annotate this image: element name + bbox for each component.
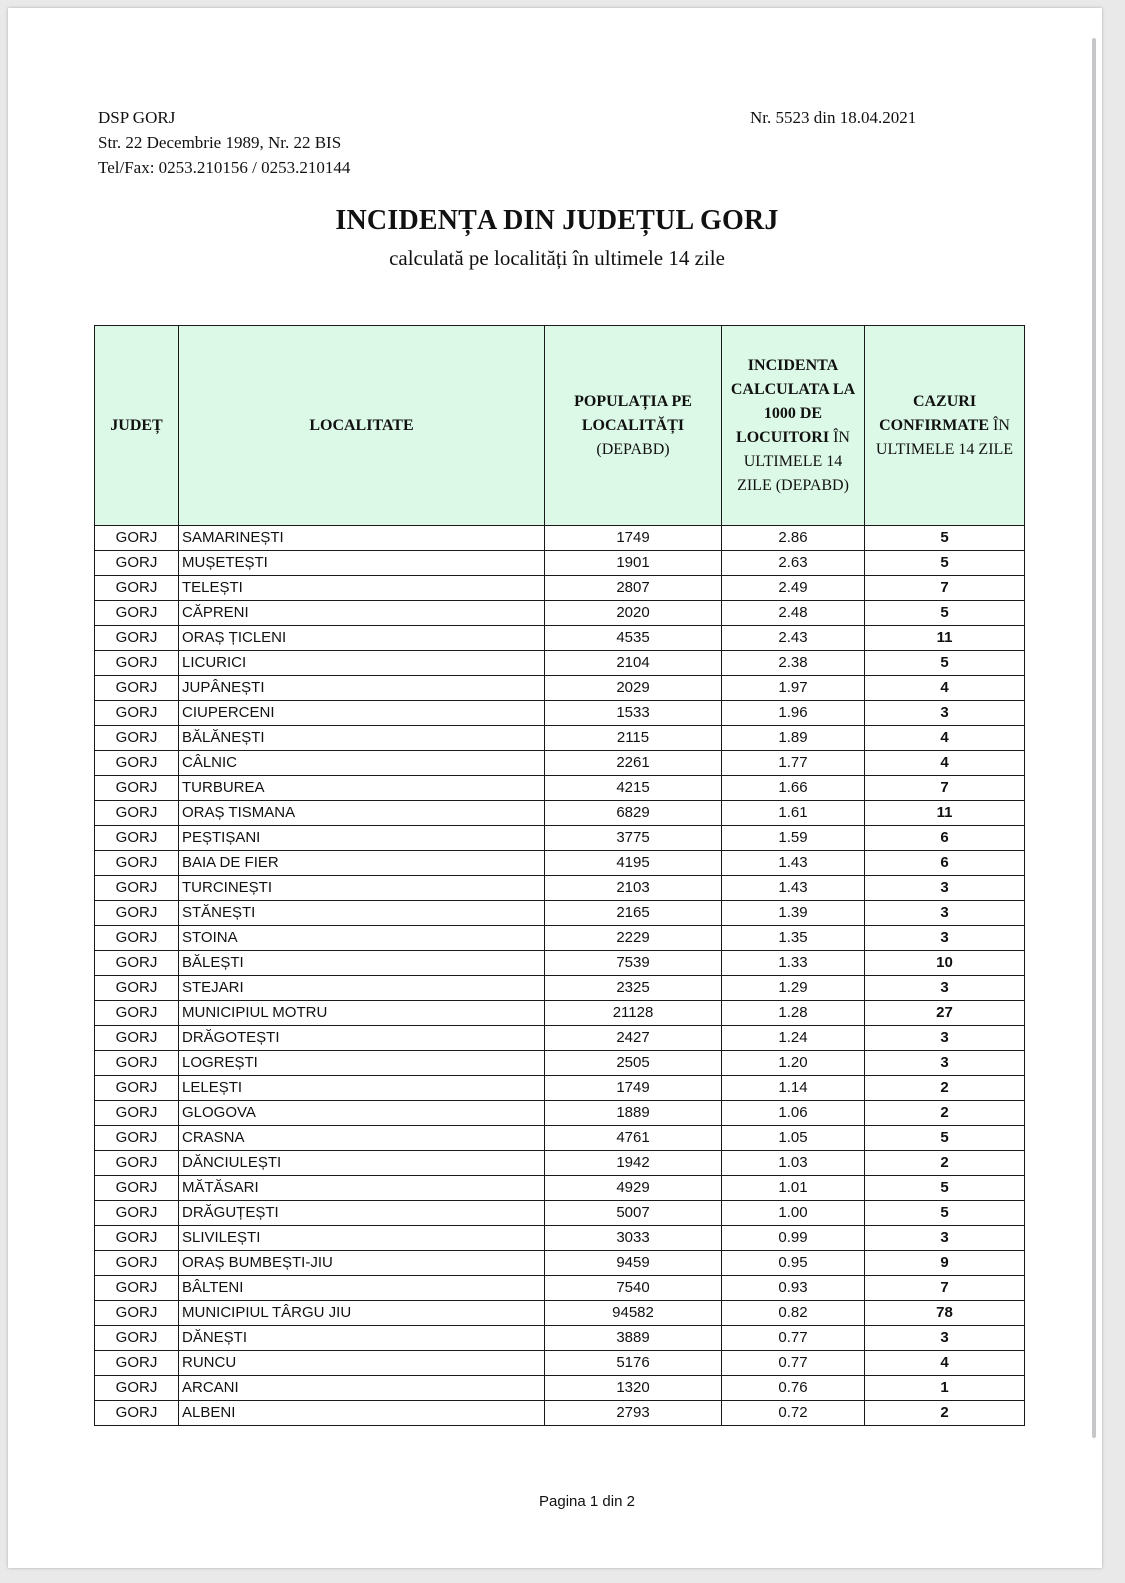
cell-judet: GORJ [95, 776, 179, 801]
cell-judet: GORJ [95, 701, 179, 726]
table-row [95, 951, 1025, 976]
cell-cazuri: 5 [865, 526, 1025, 551]
cell-cazuri: 5 [865, 551, 1025, 576]
cell-cazuri: 3 [865, 976, 1025, 1001]
cell-localitate: DĂNCIULEȘTI [179, 1151, 545, 1176]
cell-localitate: TURCINEȘTI [179, 876, 545, 901]
table-row [95, 1051, 1025, 1076]
column-header-judet: JUDEȚ [95, 326, 179, 526]
cell-populatie: 4929 [545, 1176, 722, 1201]
cell-judet: GORJ [95, 1376, 179, 1401]
table-row [95, 876, 1025, 901]
cell-incidenta: 0.82 [722, 1301, 865, 1326]
cell-cazuri: 9 [865, 1251, 1025, 1276]
table-row [95, 1151, 1025, 1176]
page-number: Pagina 1 din 2 [539, 1493, 635, 1510]
table-row [95, 701, 1025, 726]
cell-cazuri: 5 [865, 1201, 1025, 1226]
cell-localitate: CRASNA [179, 1126, 545, 1151]
cell-populatie: 2505 [545, 1051, 722, 1076]
cell-populatie: 2807 [545, 576, 722, 601]
cell-populatie: 1320 [545, 1376, 722, 1401]
document-reference: Nr. 5523 din 18.04.2021 [750, 108, 917, 127]
cell-judet: GORJ [95, 1301, 179, 1326]
cell-judet: GORJ [95, 976, 179, 1001]
cell-incidenta: 1.28 [722, 1001, 865, 1026]
cell-populatie: 6829 [545, 801, 722, 826]
cell-judet: GORJ [95, 651, 179, 676]
cell-judet: GORJ [95, 1326, 179, 1351]
cell-populatie: 2325 [545, 976, 722, 1001]
cell-judet: GORJ [95, 1401, 179, 1426]
cell-cazuri: 5 [865, 1176, 1025, 1201]
cell-populatie: 2793 [545, 1401, 722, 1426]
column-header-incidenta: INCIDENTA CALCULATA LA 1000 DE LOCUITORI ÎN ULTIMELE 14 ZILE (DEPABD) [722, 326, 865, 526]
cell-incidenta: 1.43 [722, 851, 865, 876]
document-title: INCIDENȚA DIN JUDEȚUL GORJ [335, 205, 779, 236]
cell-populatie: 2103 [545, 876, 722, 901]
cell-localitate: DRĂGUȚEȘTI [179, 1201, 545, 1226]
cell-localitate: BÂLTENI [179, 1276, 545, 1301]
cell-cazuri: 1 [865, 1376, 1025, 1401]
cell-localitate: TELEȘTI [179, 576, 545, 601]
cell-localitate: STĂNEȘTI [179, 901, 545, 926]
cell-judet: GORJ [95, 926, 179, 951]
cell-judet: GORJ [95, 751, 179, 776]
cell-localitate: STEJARI [179, 976, 545, 1001]
cell-judet: GORJ [95, 1126, 179, 1151]
cell-incidenta: 1.35 [722, 926, 865, 951]
cell-populatie: 3033 [545, 1226, 722, 1251]
cell-incidenta: 1.14 [722, 1076, 865, 1101]
table-row [95, 1126, 1025, 1151]
incidence-table [94, 325, 1025, 1426]
column-header-localitate: LOCALITATE [179, 326, 545, 526]
cell-judet: GORJ [95, 1101, 179, 1126]
cell-localitate: LICURICI [179, 651, 545, 676]
cell-judet: GORJ [95, 1226, 179, 1251]
cell-localitate: PEȘTIȘANI [179, 826, 545, 851]
cell-populatie: 3889 [545, 1326, 722, 1351]
cell-localitate: DĂNEȘTI [179, 1326, 545, 1351]
table-header-row [95, 326, 1025, 526]
cell-judet: GORJ [95, 951, 179, 976]
cell-judet: GORJ [95, 876, 179, 901]
cell-populatie: 1749 [545, 526, 722, 551]
cell-localitate: BAIA DE FIER [179, 851, 545, 876]
cell-cazuri: 4 [865, 751, 1025, 776]
cell-populatie: 2261 [545, 751, 722, 776]
cell-populatie: 1533 [545, 701, 722, 726]
cell-populatie: 2104 [545, 651, 722, 676]
table-row [95, 801, 1025, 826]
cell-judet: GORJ [95, 1276, 179, 1301]
org-phone: Tel/Fax: 0253.210156 / 0253.210144 [98, 158, 351, 177]
cell-incidenta: 2.43 [722, 626, 865, 651]
cell-populatie: 1889 [545, 1101, 722, 1126]
cell-cazuri: 3 [865, 876, 1025, 901]
table-row [95, 726, 1025, 751]
table-row [95, 651, 1025, 676]
cell-incidenta: 1.29 [722, 976, 865, 1001]
cell-localitate: LOGREȘTI [179, 1051, 545, 1076]
table-row [95, 901, 1025, 926]
table-row [95, 1301, 1025, 1326]
cell-judet: GORJ [95, 1251, 179, 1276]
cell-localitate: MUȘETEȘTI [179, 551, 545, 576]
cell-incidenta: 2.48 [722, 601, 865, 626]
table-row [95, 976, 1025, 1001]
cell-incidenta: 1.96 [722, 701, 865, 726]
cell-cazuri: 3 [865, 1051, 1025, 1076]
cell-judet: GORJ [95, 576, 179, 601]
cell-incidenta: 1.05 [722, 1126, 865, 1151]
cell-localitate: MUNICIPIUL MOTRU [179, 1001, 545, 1026]
cell-localitate: CÂLNIC [179, 751, 545, 776]
cell-localitate: SAMARINEȘTI [179, 526, 545, 551]
cell-localitate: CĂPRENI [179, 601, 545, 626]
cell-judet: GORJ [95, 1051, 179, 1076]
cell-localitate: ORAȘ TISMANA [179, 801, 545, 826]
cell-populatie: 1901 [545, 551, 722, 576]
cell-localitate: BĂLEȘTI [179, 951, 545, 976]
table-row [95, 1401, 1025, 1426]
table-row [95, 551, 1025, 576]
cell-cazuri: 3 [865, 701, 1025, 726]
table-row [95, 1201, 1025, 1226]
cell-judet: GORJ [95, 1001, 179, 1026]
cell-cazuri: 5 [865, 1126, 1025, 1151]
cell-cazuri: 27 [865, 1001, 1025, 1026]
cell-localitate: STOINA [179, 926, 545, 951]
table-row [95, 1076, 1025, 1101]
cell-incidenta: 1.39 [722, 901, 865, 926]
table-row [95, 1226, 1025, 1251]
cell-cazuri: 4 [865, 726, 1025, 751]
cell-cazuri: 3 [865, 901, 1025, 926]
cell-cazuri: 2 [865, 1101, 1025, 1126]
sender-block [98, 105, 350, 180]
cell-judet: GORJ [95, 526, 179, 551]
cell-incidenta: 0.77 [722, 1326, 865, 1351]
cell-cazuri: 7 [865, 576, 1025, 601]
cell-incidenta: 0.76 [722, 1376, 865, 1401]
cell-cazuri: 3 [865, 1226, 1025, 1251]
cell-populatie: 3775 [545, 826, 722, 851]
table-row [95, 826, 1025, 851]
cell-incidenta: 0.77 [722, 1351, 865, 1376]
table-row [95, 1376, 1025, 1401]
table-row [95, 1276, 1025, 1301]
cell-populatie: 7539 [545, 951, 722, 976]
cell-judet: GORJ [95, 901, 179, 926]
org-address: Str. 22 Decembrie 1989, Nr. 22 BIS [98, 133, 342, 152]
cell-localitate: DRĂGOTEȘTI [179, 1026, 545, 1051]
cell-populatie: 5176 [545, 1351, 722, 1376]
column-header-populatie: POPULAȚIA PE LOCALITĂȚI (DEPABD) [545, 326, 722, 526]
cell-populatie: 94582 [545, 1301, 722, 1326]
cell-populatie: 4761 [545, 1126, 722, 1151]
cell-incidenta: 2.86 [722, 526, 865, 551]
cell-incidenta: 1.77 [722, 751, 865, 776]
table-row [95, 676, 1025, 701]
cell-localitate: MĂTĂSARI [179, 1176, 545, 1201]
cell-incidenta: 1.43 [722, 876, 865, 901]
cell-populatie: 21128 [545, 1001, 722, 1026]
table-row [95, 526, 1025, 551]
cell-incidenta: 0.72 [722, 1401, 865, 1426]
cell-judet: GORJ [95, 1026, 179, 1051]
table-row [95, 1101, 1025, 1126]
table-row [95, 926, 1025, 951]
cell-cazuri: 4 [865, 1351, 1025, 1376]
cell-localitate: TURBUREA [179, 776, 545, 801]
cell-judet: GORJ [95, 801, 179, 826]
cell-populatie: 2020 [545, 601, 722, 626]
cell-incidenta: 1.03 [722, 1151, 865, 1176]
cell-cazuri: 11 [865, 626, 1025, 651]
cell-cazuri: 5 [865, 651, 1025, 676]
cell-judet: GORJ [95, 1076, 179, 1101]
cell-incidenta: 2.49 [722, 576, 865, 601]
cell-cazuri: 10 [865, 951, 1025, 976]
cell-judet: GORJ [95, 851, 179, 876]
cell-cazuri: 2 [865, 1151, 1025, 1176]
cell-localitate: ALBENI [179, 1401, 545, 1426]
cell-localitate: ARCANI [179, 1376, 545, 1401]
cell-populatie: 7540 [545, 1276, 722, 1301]
cell-cazuri: 6 [865, 826, 1025, 851]
cell-populatie: 4195 [545, 851, 722, 876]
cell-populatie: 2427 [545, 1026, 722, 1051]
cell-cazuri: 2 [865, 1401, 1025, 1426]
cell-judet: GORJ [95, 676, 179, 701]
cell-populatie: 4215 [545, 776, 722, 801]
table-row [95, 1176, 1025, 1201]
cell-localitate: GLOGOVA [179, 1101, 545, 1126]
cell-populatie: 1942 [545, 1151, 722, 1176]
cell-populatie: 2229 [545, 926, 722, 951]
table-body [95, 526, 1025, 1426]
cell-judet: GORJ [95, 551, 179, 576]
cell-populatie: 9459 [545, 1251, 722, 1276]
cell-localitate: SLIVILEȘTI [179, 1226, 545, 1251]
cell-cazuri: 5 [865, 601, 1025, 626]
cell-incidenta: 1.06 [722, 1101, 865, 1126]
table-row [95, 851, 1025, 876]
cell-incidenta: 0.93 [722, 1276, 865, 1301]
cell-judet: GORJ [95, 626, 179, 651]
cell-incidenta: 1.20 [722, 1051, 865, 1076]
cell-populatie: 5007 [545, 1201, 722, 1226]
table-row [95, 576, 1025, 601]
cell-cazuri: 7 [865, 1276, 1025, 1301]
cell-incidenta: 1.24 [722, 1026, 865, 1051]
cell-judet: GORJ [95, 1201, 179, 1226]
cell-localitate: ORAȘ BUMBEȘTI-JIU [179, 1251, 545, 1276]
cell-populatie: 2115 [545, 726, 722, 751]
cell-incidenta: 1.61 [722, 801, 865, 826]
cell-cazuri: 4 [865, 676, 1025, 701]
cell-incidenta: 1.01 [722, 1176, 865, 1201]
cell-localitate: LELEȘTI [179, 1076, 545, 1101]
cell-judet: GORJ [95, 1151, 179, 1176]
cell-incidenta: 1.97 [722, 676, 865, 701]
table-row [95, 751, 1025, 776]
cell-cazuri: 3 [865, 1326, 1025, 1351]
table-row [95, 1351, 1025, 1376]
cell-incidenta: 1.00 [722, 1201, 865, 1226]
cell-cazuri: 11 [865, 801, 1025, 826]
document-subtitle: calculată pe localități în ultimele 14 zile [389, 246, 725, 270]
cell-incidenta: 2.38 [722, 651, 865, 676]
table-row [95, 1326, 1025, 1351]
cell-populatie: 2165 [545, 901, 722, 926]
org-name: DSP GORJ [98, 108, 176, 127]
cell-localitate: JUPÂNEȘTI [179, 676, 545, 701]
cell-populatie: 4535 [545, 626, 722, 651]
cell-localitate: BĂLĂNEȘTI [179, 726, 545, 751]
cell-incidenta: 1.89 [722, 726, 865, 751]
cell-judet: GORJ [95, 726, 179, 751]
cell-incidenta: 1.59 [722, 826, 865, 851]
table-row [95, 1251, 1025, 1276]
table-row [95, 1001, 1025, 1026]
column-header-cazuri: CAZURI CONFIRMATE ÎN ULTIMELE 14 ZILE [865, 326, 1025, 526]
table-row [95, 601, 1025, 626]
cell-incidenta: 1.33 [722, 951, 865, 976]
cell-judet: GORJ [95, 826, 179, 851]
cell-cazuri: 3 [865, 926, 1025, 951]
table-row [95, 1026, 1025, 1051]
table-row [95, 776, 1025, 801]
cell-cazuri: 3 [865, 1026, 1025, 1051]
cell-incidenta: 1.66 [722, 776, 865, 801]
cell-populatie: 2029 [545, 676, 722, 701]
cell-judet: GORJ [95, 601, 179, 626]
cell-cazuri: 7 [865, 776, 1025, 801]
table-row [95, 626, 1025, 651]
cell-incidenta: 0.99 [722, 1226, 865, 1251]
cell-cazuri: 6 [865, 851, 1025, 876]
cell-cazuri: 2 [865, 1076, 1025, 1101]
cell-judet: GORJ [95, 1176, 179, 1201]
cell-cazuri: 78 [865, 1301, 1025, 1326]
cell-judet: GORJ [95, 1351, 179, 1376]
cell-incidenta: 2.63 [722, 551, 865, 576]
cell-incidenta: 0.95 [722, 1251, 865, 1276]
cell-populatie: 1749 [545, 1076, 722, 1101]
cell-localitate: RUNCU [179, 1351, 545, 1376]
cell-localitate: ORAȘ ȚICLENI [179, 626, 545, 651]
cell-localitate: MUNICIPIUL TÂRGU JIU [179, 1301, 545, 1326]
cell-localitate: CIUPERCENI [179, 701, 545, 726]
